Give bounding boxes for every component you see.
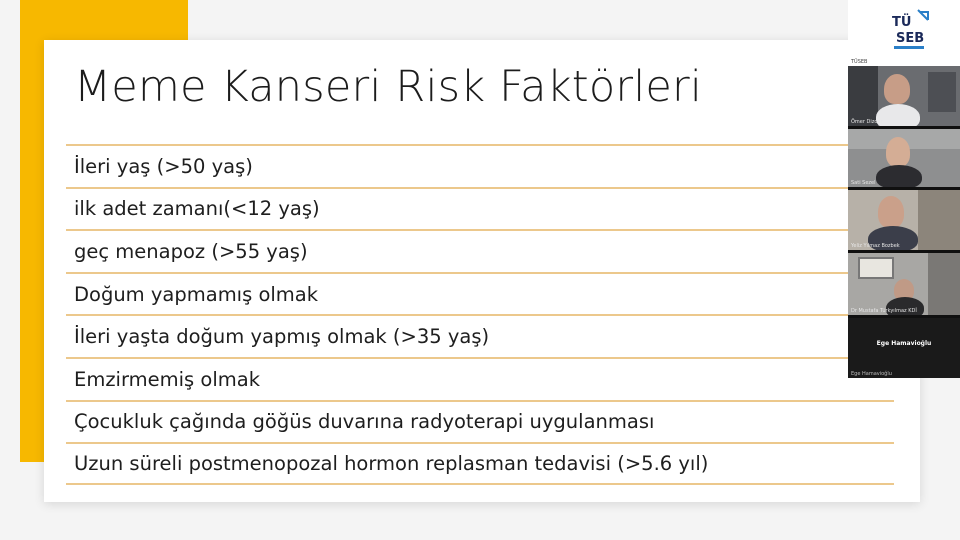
participant-head	[878, 196, 904, 228]
svg-text:TÜ: TÜ	[892, 15, 912, 30]
list-item-text: ilk adet zamanı(<12 yaş)	[74, 197, 320, 221]
svg-text:SEB: SEB	[896, 31, 925, 46]
list-item	[66, 144, 894, 187]
video-tile-participant[interactable]	[848, 66, 960, 126]
participant-name-label: Yeliz Yılmaz Bozbek	[851, 243, 900, 249]
list-item	[66, 272, 894, 315]
list-item-text: İleri yaşta doğum yapmış olmak (>35 yaş)	[74, 325, 490, 349]
list-item-text: Emzirmemiş olmak	[74, 367, 260, 391]
video-tile-active-speaker[interactable]	[848, 318, 960, 378]
video-tile-participant[interactable]	[848, 129, 960, 187]
list-item	[66, 400, 894, 443]
list-item	[66, 187, 894, 230]
list-item-text: İleri yaş (>50 yaş)	[74, 154, 253, 178]
list-item	[66, 314, 894, 357]
list-item-text: Doğum yapmamış olmak	[74, 282, 319, 306]
video-tile-participant[interactable]	[848, 253, 960, 315]
list-item	[66, 357, 894, 400]
participant-body	[876, 165, 922, 187]
participant-name-label: Sati Sezel	[851, 180, 876, 186]
participant-name-label: Ege Hamavioğlu	[851, 371, 892, 377]
participant-name-label: TÜSEB	[851, 59, 868, 65]
participant-head	[884, 74, 910, 104]
video-tile-participant[interactable]	[848, 190, 960, 250]
list-item-text: Uzun süreli postmenopozal hormon replasman tedavisi (>5.6 yıl)	[74, 451, 709, 475]
video-tile-logo[interactable]	[848, 0, 960, 66]
active-speaker-name: Ege Hamavioğlu	[876, 340, 932, 347]
list-item	[66, 229, 894, 272]
list-item-text: geç menapoz (>55 yaş)	[74, 239, 308, 263]
participant-name-label: Dr Mustafa Türkyılmaz KDİ	[851, 308, 917, 314]
slide-title: Meme Kanseri Risk Faktörleri	[74, 62, 703, 112]
list-item-text: Çocukluk çağında göğüs duvarına radyoterapi uygulanması	[74, 410, 655, 434]
risk-factor-list	[66, 144, 894, 485]
participant-name-label: Ömer Dizdar	[851, 119, 883, 125]
list-item	[66, 442, 894, 485]
tuseb-logo-icon	[890, 8, 930, 54]
participant-head	[886, 137, 910, 167]
video-gallery	[848, 0, 960, 378]
